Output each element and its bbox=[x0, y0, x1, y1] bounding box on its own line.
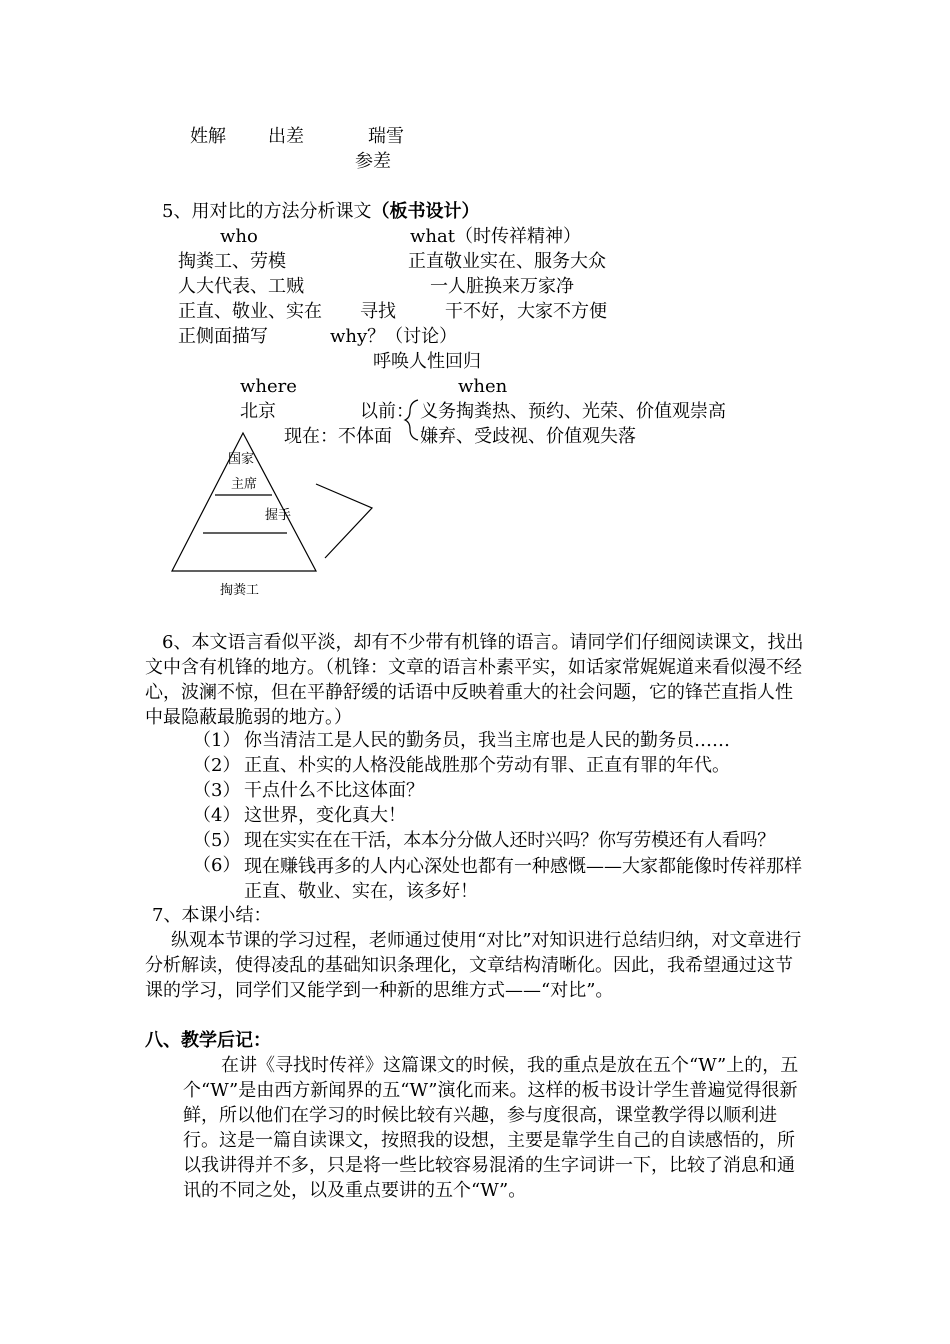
who-line-3: 正直、敬业、实在 bbox=[178, 301, 322, 322]
label-what: what（时传祥精神） bbox=[410, 226, 581, 247]
item-4-text: 这世界，变化真大！ bbox=[244, 805, 406, 826]
word-ruixue: 瑞雪 bbox=[368, 126, 404, 147]
who-line-2: 人大代表、工贼 bbox=[178, 276, 304, 297]
section6-intro: 6、本文语言看似平淡，却有不少带有机锋的语言。请同学们仔细阅读课文，找出文中含有机锋的地方。（机锋：文章的语言朴素平实，如话家常娓娓道来看似漫不经心，波澜不惊，但在平静舒缓的话语中反映着重大的社会问题，它的锋芒直指人性中最隐蔽最脆弱的地方。） bbox=[145, 632, 804, 728]
item-5-text: 现在实实在在干活，本本分分做人还时兴吗？你写劳模还有人看吗？ bbox=[244, 830, 775, 851]
section5-heading-bold: （板书设计） bbox=[371, 201, 480, 222]
what-line-1: 正直敬业实在、服务大众 bbox=[408, 251, 606, 272]
item-1-text: 你当清洁工是人民的勤务员，我当主席也是人民的勤务员…… bbox=[244, 730, 730, 751]
item-3-num: （3） bbox=[193, 780, 241, 801]
word-cenci: 参差 bbox=[355, 151, 391, 172]
section7-body: 纵观本节课的学习过程，老师通过使用“对比”对知识进行总结归纳，对文章进行分析解读，使得凌乱的基础知识条理化，文章结构清晰化。因此，我希望通过这节课的学习，同学们又能学到一种新的思维方式——“对比”。 bbox=[145, 930, 802, 1001]
center-title: 寻找 bbox=[360, 301, 396, 322]
pyramid-label-guojia: 国家 bbox=[228, 452, 255, 467]
word-chuchai: 出差 bbox=[268, 126, 304, 147]
item-3-text: 干点什么不比这体面？ bbox=[244, 780, 424, 801]
where-beijing: 北京 bbox=[240, 401, 276, 422]
what-line-3: 干不好，大家不方便 bbox=[445, 301, 607, 322]
brace-shape bbox=[405, 400, 418, 440]
when-now-label: 现在：不体面 bbox=[284, 426, 392, 447]
item-6-text: 现在赚钱再多的人内心深处也都有一种感慨——大家都能像时传祥那样正直、敬业、实在，该多好！ bbox=[244, 856, 802, 902]
when-before-text: 义务掏粪热、预约、光荣、价值观崇高 bbox=[420, 401, 726, 422]
label-who: who bbox=[220, 226, 258, 247]
item-4-num: （4） bbox=[193, 805, 241, 826]
item-5-num: （5） bbox=[193, 830, 241, 851]
section7-heading: 7、本课小结： bbox=[152, 905, 272, 926]
label-when: when bbox=[458, 376, 508, 397]
why-answer: 呼唤人性回归 bbox=[373, 351, 481, 372]
label-why: why？（讨论） bbox=[330, 326, 458, 347]
who-line-4: 正侧面描写 bbox=[178, 326, 268, 347]
item-2-num: （2） bbox=[193, 755, 241, 776]
pyramid-label-taofengong: 掏粪工 bbox=[220, 583, 260, 598]
pyramid-label-woshou: 握手 bbox=[265, 508, 292, 523]
item-6-num: （6） bbox=[193, 855, 241, 876]
who-line-1: 掏粪工、劳模 bbox=[178, 251, 286, 272]
section8-body: 在讲《寻找时传祥》这篇课文的时候，我的重点是放在五个“W”上的，五个“W”是由西方新闻界的五“W”演化而来。这样的板书设计学生普遍觉得很新鲜，所以他们在学习的时候比较有兴趣，参与度很高，课堂教学得以顺利进行。这是一篇自读课文，按照我的设想，主要是靠学生自己的自读感悟的，所以我讲得并不多，只是将一些比较容易混淆的生字词讲一下，比较了消息和通讯的不同之处，以及重点要讲的五个“W”。 bbox=[183, 1055, 799, 1201]
pyramid-label-zhuxi: 主席 bbox=[231, 477, 258, 492]
item-1-num: （1） bbox=[193, 730, 241, 751]
label-where: where bbox=[240, 376, 297, 397]
item-2-text: 正直、朴实的人格没能战胜那个劳动有罪、正直有罪的年代。 bbox=[244, 755, 730, 776]
angle-shape bbox=[316, 484, 372, 558]
section8-heading: 八、教学后记： bbox=[145, 1030, 271, 1051]
what-line-2: 一人脏换来万家净 bbox=[430, 276, 574, 297]
when-before-label: 以前： bbox=[360, 401, 414, 422]
section5-heading-text: 5、用对比的方法分析课文 bbox=[162, 201, 372, 222]
when-now-text: 嫌弃、受歧视、价值观失落 bbox=[420, 426, 636, 447]
word-xingjie: 姓解 bbox=[190, 126, 226, 147]
